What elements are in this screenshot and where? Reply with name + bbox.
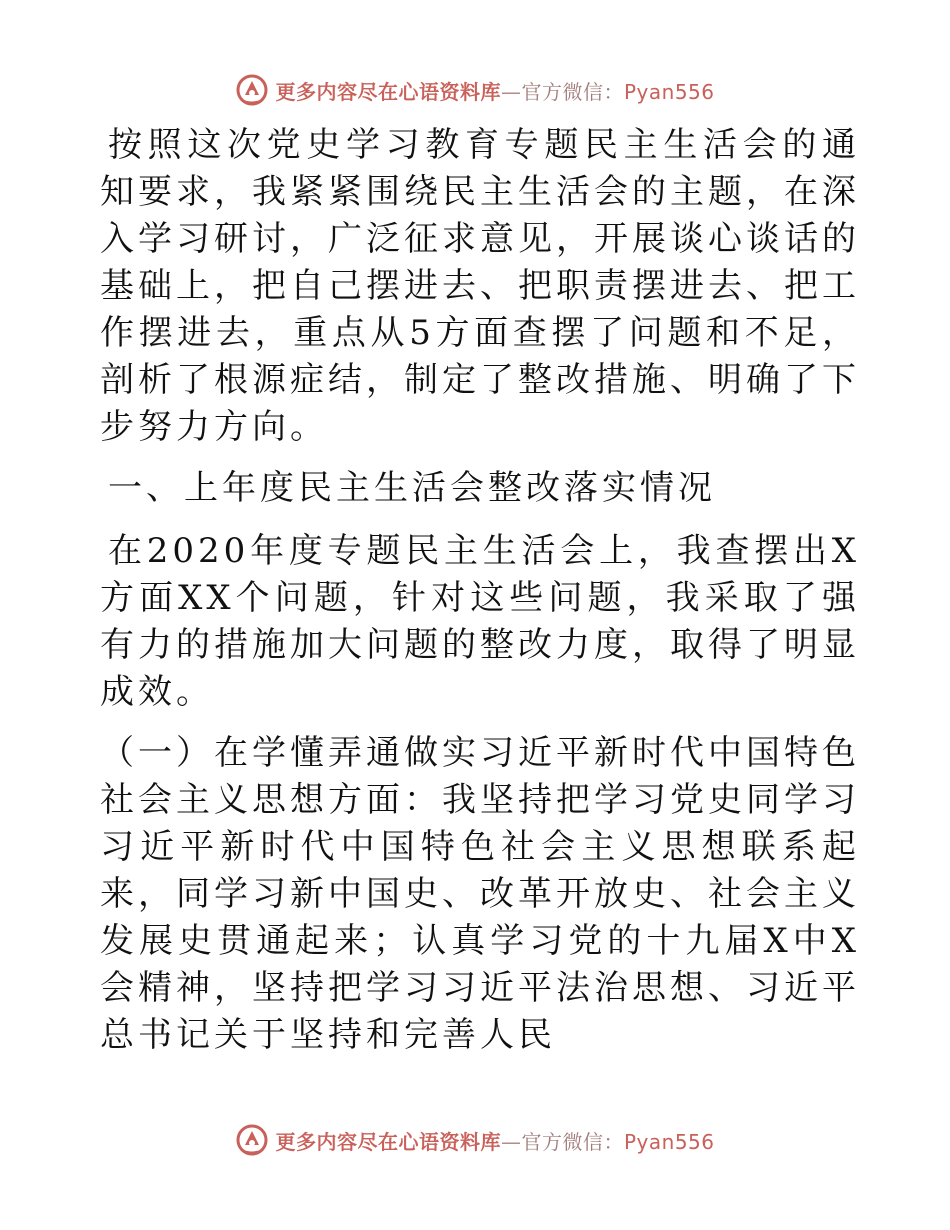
banner-text	[275, 76, 714, 105]
banner-dash: —	[500, 79, 522, 104]
paragraph-2: 在2020年度专题民主生活会上，我查摆出X方面XX个问题，针对这些问题，我采取了强有力的措施加大问题的整改力度，取得了明显成效。	[100, 531, 860, 712]
red-seal-logo-icon	[235, 73, 269, 107]
footer-banner	[0, 1120, 950, 1160]
footer-banner-text	[275, 1126, 714, 1155]
footer-handle: Pyan556	[623, 1129, 715, 1154]
footer-official-label: 官方微信：	[521, 1129, 624, 1154]
banner-brand-text: 更多内容尽在心语资料库	[275, 79, 501, 104]
paragraph-3: （一）在学懂弄通做实习近平新时代中国特色社会主义思想方面：我坚持把学习党史同学习习近平新时代中国特色社会主义思想联系起来，同学习新中国史、改革开放史、社会主义发展史贯通起来；认真学习党的十九届X中X会精神，坚持把学习习近平法治思想、习近平总书记关于坚持和完善人民	[100, 733, 860, 1055]
document-body	[100, 122, 860, 1059]
paragraph-intro: 按照这次党史学习教育专题民主生活会的通知要求，我紧紧围绕民主生活会的主题，在深入学习研讨，广泛征求意见，开展谈心谈话的基础上，把自己摆进去、把职责摆进去、把工作摆进去，重点从5方面查摆了问题和不足，剖析了根源症结，制定了整改措施、明确了下步努力方向。	[100, 125, 860, 447]
banner-official-label: 官方微信：	[521, 79, 624, 104]
footer-brand-text: 更多内容尽在心语资料库	[275, 1129, 501, 1154]
header-banner	[0, 70, 950, 110]
red-seal-logo-icon	[235, 1123, 269, 1157]
banner-handle: Pyan556	[623, 79, 715, 104]
footer-dash: —	[500, 1129, 522, 1154]
section-heading-1: 一、上年度民主生活会整改落实情况	[108, 468, 716, 508]
